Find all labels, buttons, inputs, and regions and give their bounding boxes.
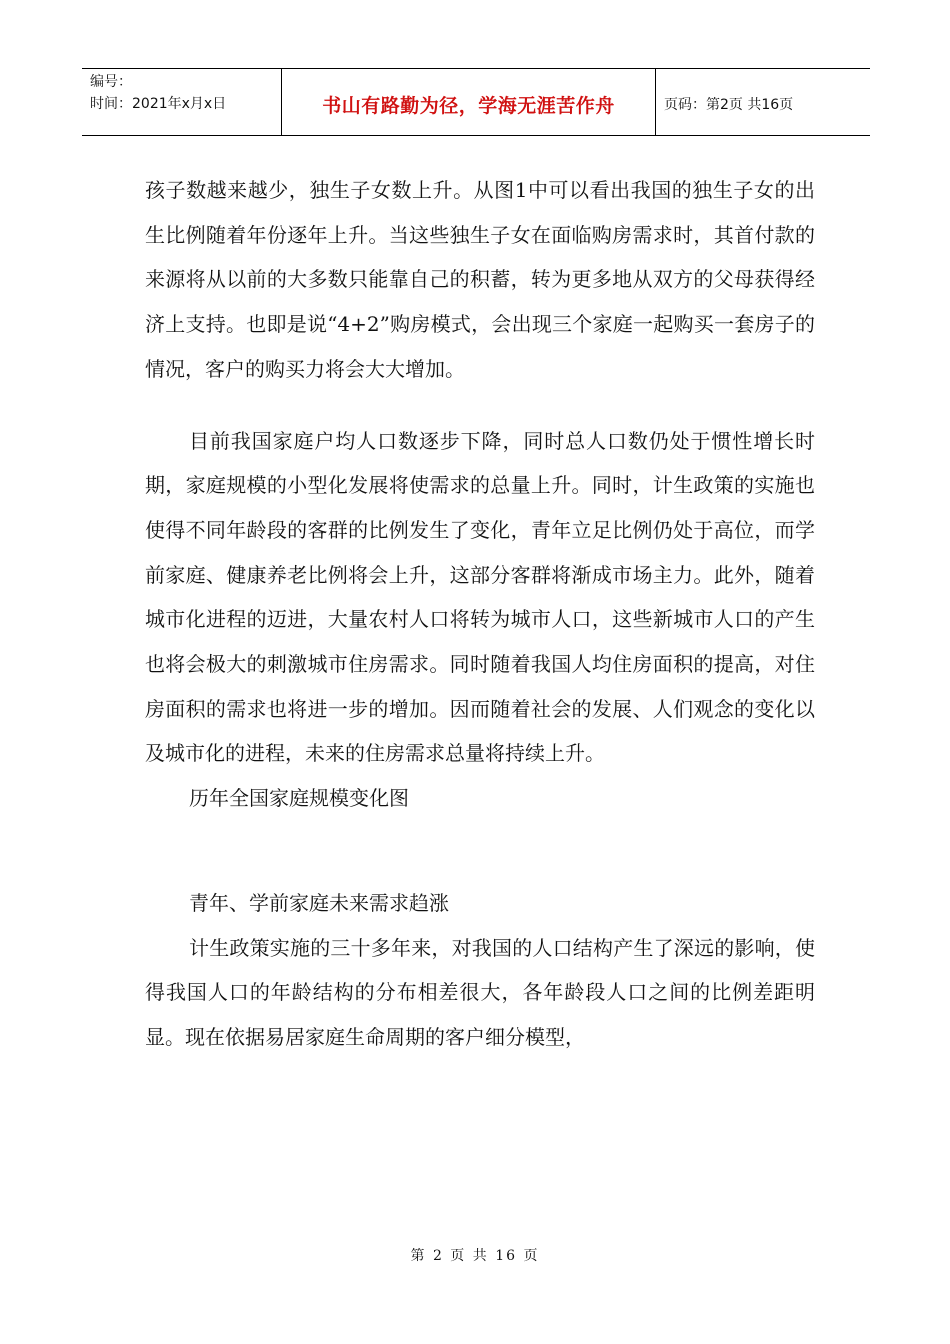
header-page-info: 页码：第2页 共16页	[664, 97, 794, 113]
paragraph-household-size: 目前我国家庭户均人口数逐步下降，同时总人口数仍处于惯性增长时期，家庭规模的小型化发展将使需求的总量上升。同时，计生政策的实施也使得不同年龄段的客群的比例发生了变化，青年立足比例仍处于高位，而学前家庭、健康养老比例将会上升，这部分客群将渐成市场主力。此外，随着城市化进程的迈进，大量农村人口将转为城市人口，这些新城市人口的产生也将会极大的刺激城市住房需求。同时随着我国人均住房面积的提高，对住房面积的需求也将进一步的增加。因而随着社会的发展、人们观念的变化以及城市化的进程，未来的住房需求总量将持续上升。	[145, 428, 815, 766]
document-date: 时间：2021年x月x日	[90, 96, 227, 112]
paragraph-continuation: 孩子数越来越少，独生子女数上升。从图1中可以看出我国的独生子女的出生比例随着年份逐年上升。当这些独生子女在面临购房需求时，其首付款的来源将从以前的大多数只能靠自己的积蓄，转为更多地从双方的父母获得经济上支持。也即是说“4+2”购房模式，会出现三个家庭一起购买一套房子的情况，客户的购买力将会大大增加。	[145, 178, 815, 381]
document-number-label: 编号：	[90, 74, 132, 90]
section-heading: 青年、学前家庭未来需求趋涨	[189, 890, 449, 915]
page-footer: 第 2 页 共 16 页	[410, 1248, 540, 1264]
paragraph-policy: 计生政策实施的三十多年来，对我国的人口结构产生了深远的影响，使得我国人口的年龄结构的分布相差很大，各年龄段人口之间的比例差距明显。现在依据易居家庭生命周期的客户细分模型，	[145, 935, 815, 1049]
page-header	[82, 68, 870, 136]
document-body	[145, 168, 815, 1060]
figure-caption: 历年全国家庭规模变化图	[189, 786, 409, 811]
header-motto: 书山有路勤为径，学海无涯苦作舟	[282, 69, 656, 135]
header-meta	[82, 69, 282, 135]
